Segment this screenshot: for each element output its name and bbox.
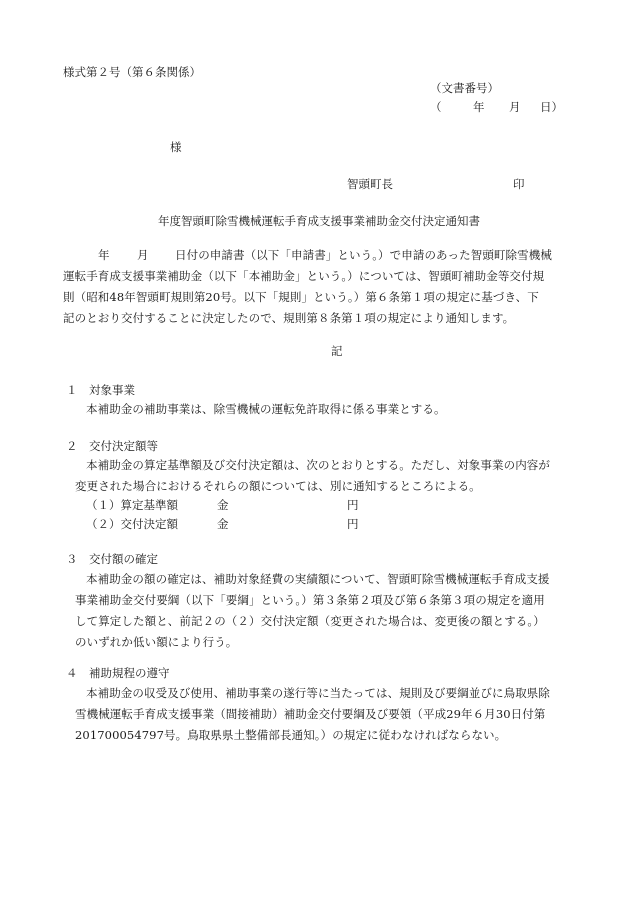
amount-kin: 金 [217,498,229,512]
amount-row-base [86,495,386,515]
section-heading: 交付決定額等 [89,439,158,453]
document-number: （文書番号） [430,81,499,95]
section-number: ４ [66,666,78,680]
section-body-line: 雪機械運転手育成支援事業（間接補助）補助金交付要綱及び要領（平成29年６月30日付第 [75,707,546,721]
section-heading: 補助規程の遵守 [89,666,170,680]
section-body-line: 本補助金の算定基準額及び交付決定額は、次のとおりとする。ただし、対象事業の内容が [86,458,550,472]
section-heading: 交付額の確定 [89,552,158,566]
date-day: 日） [540,100,563,114]
section-body-line: 201700054797号。鳥取県県土整備部長通知。）の規定に従わなければならない。 [75,728,507,742]
section-number: ２ [66,439,78,453]
section-body-line: 変更された場合におけるそれらの額については、別に通知するところによる。 [75,479,481,493]
date-month: 月 [509,100,521,114]
section-heading: 対象事業 [89,383,135,397]
addressee-sama: 様 [170,140,182,154]
date-paren-open: （ [430,100,442,114]
date-year: 年 [473,100,485,114]
section-body-line: 本補助金の額の確定は、補助対象経費の実績額について、智頭町除雪機械運転手育成支援 [86,572,550,586]
intro-date-rest: 日付の申請書（以下「申請書」という。）で申請のあった智頭町除雪機械 [175,248,552,262]
intro-line-1 [63,245,583,266]
section-number: ３ [66,552,78,566]
section-body-line: して算定した額と、前記２の（２）交付決定額（変更された場合は、変更後の額とする。） [75,614,545,628]
section-body-line: 本補助金の収受及び使用、補助事業の遂行等に当たっては、規則及び要綱並びに鳥取県除 [86,686,550,700]
document-title: 年度智頭町除雪機械運転手育成支援事業補助金交付決定通知書 [158,214,480,228]
form-number: 様式第２号（第６条関係） [63,65,201,79]
amount-label: （１）算定基準額 [86,498,178,512]
seal-mark: 印 [513,177,525,191]
amount-row-decision [86,514,386,534]
intro-year: 年 [98,248,110,262]
intro-month: 月 [137,248,149,262]
issuer-name: 智頭町長 [347,177,393,191]
amount-kin: 金 [217,517,229,531]
section-body-line: 本補助金の補助事業は、除雪機械の運転免許取得に係る事業とする。 [86,402,446,416]
section-body-line: 事業補助金交付要綱（以下「要綱」という。）第３条第２項及び第６条第３項の規定を適用 [75,593,545,607]
intro-line: 則（昭和48年智頭町規則第20号。以下「規則」という。）第６条第１項の規定に基づき、下 [63,290,539,304]
intro-line: 記のとおり交付することに決定したので、規則第８条第１項の規定により通知します。 [63,311,515,325]
amount-yen: 円 [347,498,359,512]
ki-heading: 記 [331,344,343,358]
section-number: １ [66,383,78,397]
amount-yen: 円 [347,517,359,531]
section-body-line: のいずれか低い額により行う。 [75,635,238,649]
intro-line: 運転手育成支援事業補助金（以下「本補助金」という。）については、智頭町補助金等交付規 [63,269,545,283]
amount-label: （２）交付決定額 [86,517,178,531]
